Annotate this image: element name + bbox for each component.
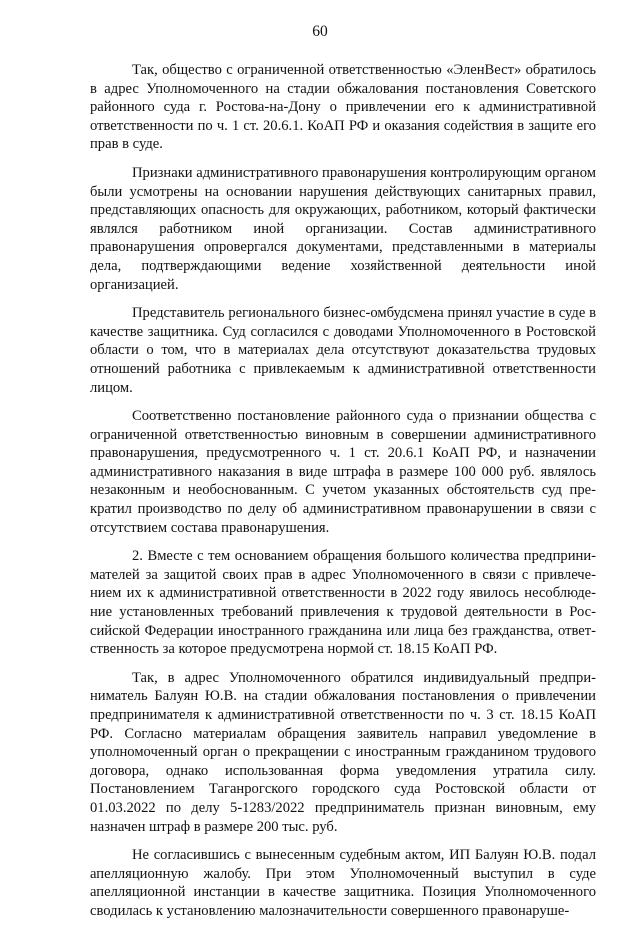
paragraph-foreign-labor-appeals: 2. Вместе с тем основанием обращения большого количества предпринимателей за защитой своих прав в адрес Уполномоченного в связи с привлечением их к административной ответственности в 2022 году явилось несоблюдение установленных требований привлечения к трудовой деятельности в Российской Федерации иностранного гражданина или лица без гражданства, ответственность за которое предусмотрена нормой ст. 18.15 КоАП РФ. xyxy=(90,548,596,658)
paragraph-court-decision: Соответственно постановление районного суда о признании общества с ограниченной ответственностью виновным в совершении административного правонарушения, предусмотренного ч. 1 ст. 20.6.1 КоАП РФ, и назначении административного наказания в виде штрафа в размере 100 000 руб. являлось незаконным и необоснованным. С учетом указанных обстоятельств суд прекратил производство по делу об административном правонарушении в связи с отсутствием состава правонарушения. xyxy=(90,408,596,536)
document-body xyxy=(90,61,596,931)
paragraph-elenvest-appeal: Так, общество с ограниченной ответственностью «ЭленВест» обратилось в адрес Уполномоченного на стадии обжалования постановления Советского районного суда г. Ростова-на-Дону о привлечении его к административной ответственности по ч. 1 ст. 20.6.1. КоАП РФ и оказания содействия в защите его прав в суде. xyxy=(90,62,596,153)
paragraph-violation-signs: Признаки административного правонарушения контролирующим органом были усмотрены на основании нарушения действующих санитарных правил, представляющих опасность для окружающих, работником, который фактически являлся работником иной организации. Состав административного правонарушения опровергался документами, представленными в материалы дела, подтверждающими ведение хозяйственной деятельности иной организацией. xyxy=(90,164,596,293)
page-number: 60 xyxy=(312,23,328,40)
paragraph-baluyan-case: Так, в адрес Уполномоченного обратился индивидуальный предприниматель Балуян Ю.В. на стадии обжалования постановления о привлечении предпринимателя к административной ответственности по ч. 3 ст. 18.15 КоАП РФ. Согласно материалам обращения заявитель направил уведомление в уполномоченный орган о прекращении с иностранным гражданином трудового договора, однако использованная форма уведомления утратила силу. Постановлением Таганрогского городского суда Ростовской области от 01.03.2022 по делу 5-1283/2022 предприниматель признан виновным, ему назначен штраф в размере 200 тыс. руб. xyxy=(90,669,596,835)
paragraph-representative-court: Представитель регионального бизнес-омбудсмена принял участие в суде в качестве защитника. Суд согласился с доводами Уполномоченного в Ростовской области о том, что в материалах дела отсутствуют доказательства трудовых отношений работника с привлекаемым к административной ответственности лицом. xyxy=(90,305,596,396)
paragraph-appeal-complaint: Не согласившись с вынесенным судебным актом, ИП Балуян Ю.В. подал апелляционную жалобу. При этом Уполномоченный выступил в суде апелляционной инстанции в качестве защитника. Позиция Уполномоченного сводилась к установлению малозначительности совершенного правонаруше- xyxy=(90,847,596,919)
